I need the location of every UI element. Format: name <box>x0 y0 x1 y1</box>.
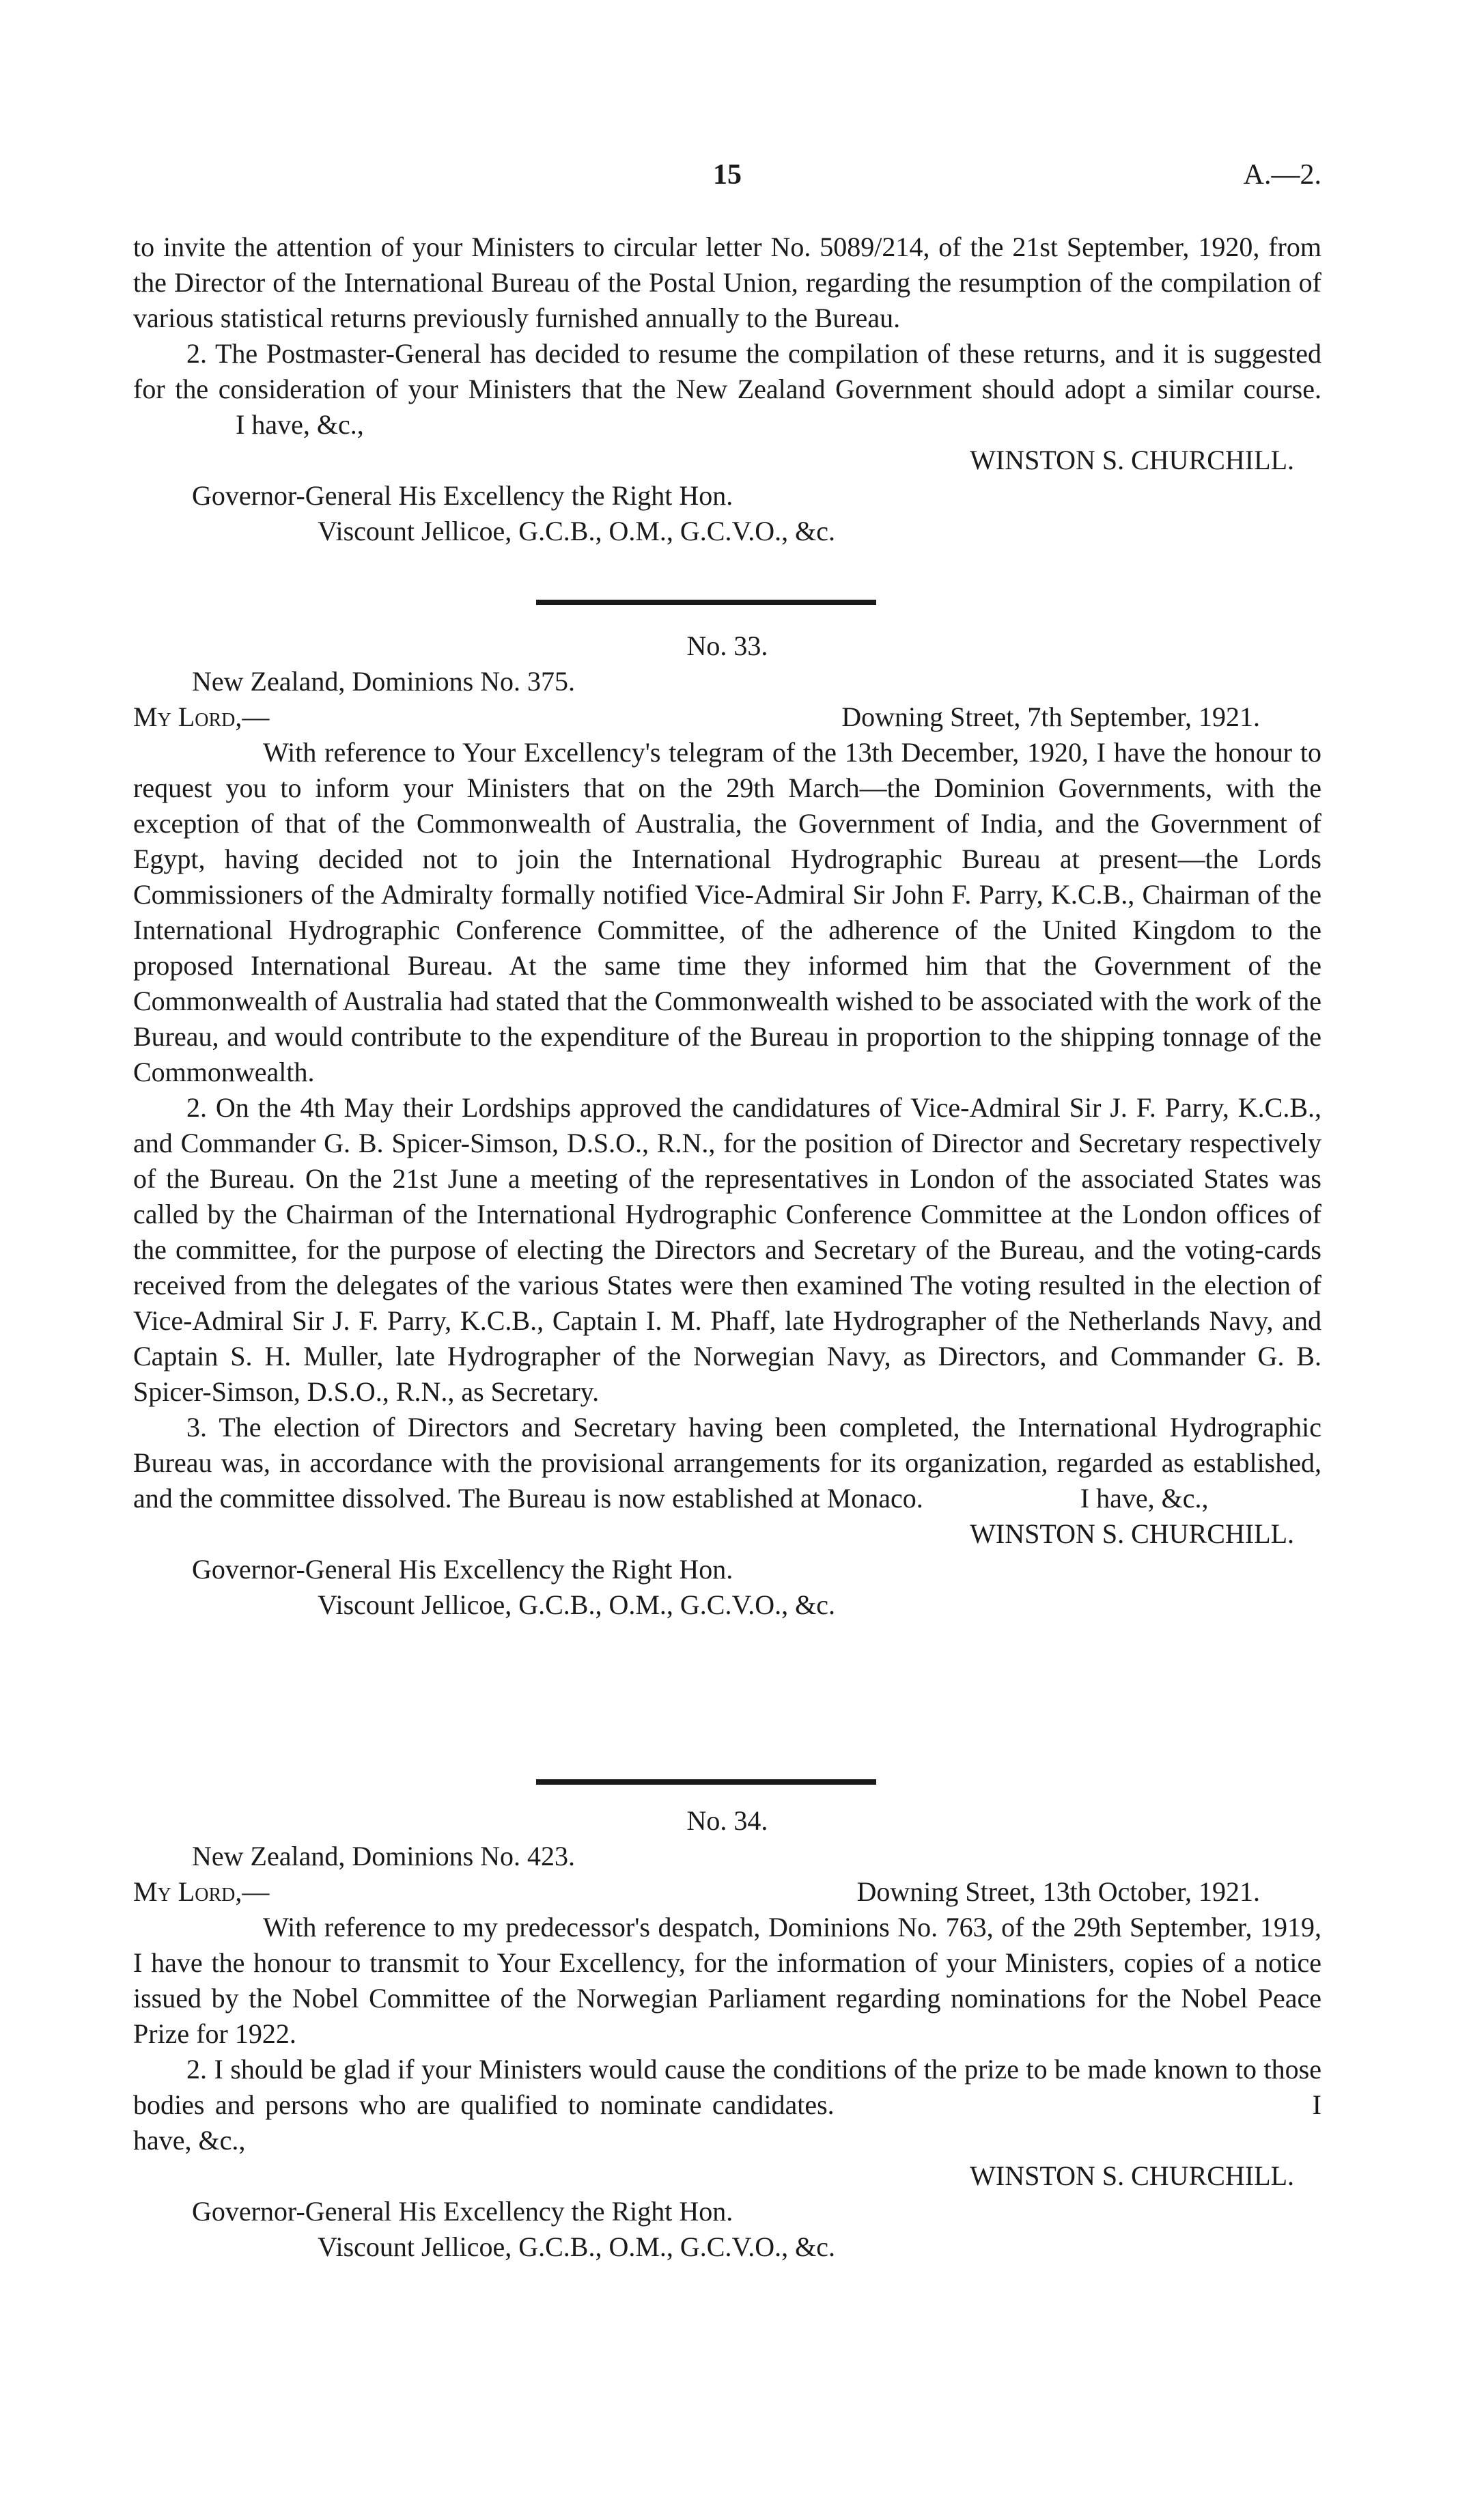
letter-continuation <box>133 229 1321 549</box>
closing: I have, &c., <box>133 2089 1321 2156</box>
paragraph-2: 2. I should be glad if your Ministers would cause the conditions of the prize to be made known to those bodies and persons who are qualified to nominate candidates. I have, &c., <box>133 2054 1321 2156</box>
salutation: My Lord,— <box>133 701 270 732</box>
addressee-line-1: Governor-General His Excellency the Right Hon. <box>192 2196 733 2227</box>
letter-number: No. 33. <box>686 630 768 661</box>
dominion-reference: New Zealand, Dominions No. 375. <box>192 666 576 697</box>
section-divider <box>536 1779 876 1785</box>
page-header <box>133 158 1321 199</box>
addressee-line-1: Governor-General His Excellency the Right Hon. <box>192 1554 733 1585</box>
letter-no-33 <box>133 628 1321 1623</box>
signature: WINSTON S. CHURCHILL. <box>970 445 1294 475</box>
paragraph-1: With reference to Your Excellency's telegram of the 13th December, 1920, I have the honour to request you to inform your Ministers that on the 29th March—the Dominion Governments, with the exception of that of the Commonwealth of Australia, the Government of India, and the Government of Egypt, having decided not to join the International Hydrographic Bureau at present—the Lords Commissioners of the Admiralty formally notified Vice-Admiral Sir John F. Parry, K.C.B., Chairman of the International Hydrographic Conference Committee, of the adherence of the United Kingdom to the proposed International Bureau. At the same time they informed him that the Government of the Commonwealth of Australia had stated that the Commonwealth wished to be associated with the work of the Bureau, and would contribute to the expenditure of the Bureau in proportion to the shipping tonnage of the Commonwealth. <box>133 737 1321 1087</box>
signature: WINSTON S. CHURCHILL. <box>970 1518 1294 1549</box>
place-date: Downing Street, 13th October, 1921. <box>856 1876 1260 1907</box>
salutation-line <box>133 1874 1321 1910</box>
paragraph-1: With reference to my predecessor's despatch, Dominions No. 763, of the 29th September, 1919, I have the honour to transmit to Your Excellency, for the information of your Ministers, copies of a notice issued by the Nobel Committee of the Norwegian Parliament regarding nominations for the Nobel Peace Prize for 1922. <box>133 1912 1321 2049</box>
salutation-line <box>133 699 1321 735</box>
paper-reference: A.—2. <box>1243 159 1321 191</box>
signature: WINSTON S. CHURCHILL. <box>970 2160 1294 2191</box>
paragraph-2: 2. The Postmaster-General has decided to resume the compilation of these returns, and it is suggested for the consideration of your Ministers that the New Zealand Government should adopt a similar course.I have, &c., <box>133 338 1321 440</box>
dominion-reference: New Zealand, Dominions No. 423. <box>192 1841 576 1871</box>
closing: I have, &c., <box>1080 1483 1209 1514</box>
addressee-line-2: Viscount Jellicoe, G.C.B., O.M., G.C.V.O., &c. <box>318 516 835 546</box>
addressee-line-2: Viscount Jellicoe, G.C.B., O.M., G.C.V.O., &c. <box>318 1589 835 1620</box>
paragraph-1: to invite the attention of your Ministers to circular letter No. 5089/214, of the 21st September, 1920, from the Director of the International Bureau of the Postal Union, regarding the resumption of the compilation of various statistical returns previously furnished annually to the Bureau. <box>133 232 1321 333</box>
paragraph-3: 3. The election of Directors and Secretary having been completed, the International Hydrographic Bureau was, in accordance with the provisional arrangements for its organization, regarded as established, and the committee dissolved. The Bureau is now established at Monaco. I have, &c., <box>133 1412 1321 1514</box>
addressee-line-1: Governor-General His Excellency the Right Hon. <box>192 480 733 511</box>
closing: I have, &c., <box>236 409 364 440</box>
salutation: My Lord,— <box>133 1876 270 1907</box>
letter-number: No. 34. <box>686 1805 768 1836</box>
addressee-line-2: Viscount Jellicoe, G.C.B., O.M., G.C.V.O., &c. <box>318 2231 835 2262</box>
letter-no-34 <box>133 1803 1321 2265</box>
page-number: 15 <box>713 159 742 191</box>
section-divider <box>536 600 876 605</box>
paragraph-2: 2. On the 4th May their Lordships approved the candidatures of Vice-Admiral Sir J. F. Parry, K.C.B., and Commander G. B. Spicer-Simson, D.S.O., R.N., for the position of Director and Secretary respectively of the Bureau. On the 21st June a meeting of the representatives in London of the associated States was called by the Chairman of the International Hydrographic Conference Committee at the London offices of the committee, for the purpose of electing the Directors and Secretary of the Bureau, and the voting-cards received from the delegates of the various States were then examined The voting resulted in the election of Vice-Admiral Sir J. F. Parry, K.C.B., Captain I. M. Phaff, late Hydrographer of the Netherlands Navy, and Captain S. H. Muller, late Hydrographer of the Norwegian Navy, as Directors, and Commander G. B. Spicer-Simson, D.S.O., R.N., as Secretary. <box>133 1092 1321 1407</box>
place-date: Downing Street, 7th September, 1921. <box>841 701 1260 732</box>
